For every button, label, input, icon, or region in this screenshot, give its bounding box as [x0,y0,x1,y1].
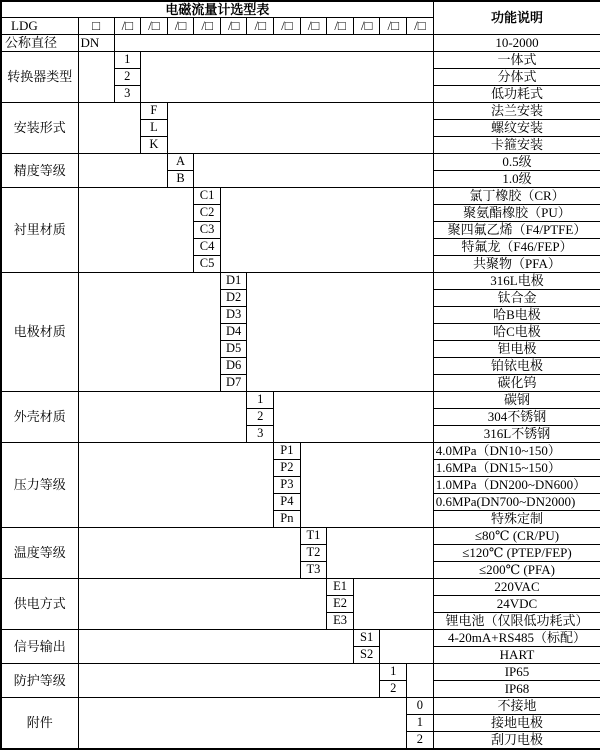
option-code: E1 [327,579,354,596]
empty-cell [247,273,433,392]
category-label-power-supply: 供电方式 [1,579,78,630]
code-slot-placeholder: /□ [220,18,247,35]
option-desc: ≤80℃ (CR/PU) [433,528,600,545]
group-row [1,630,600,647]
option-desc: 刮刀电极 [433,732,600,750]
group-row [1,698,600,715]
group-row [1,273,600,290]
category-label-lining-material: 衬里材质 [1,188,78,273]
option-desc: 1.0级 [433,171,600,188]
empty-cell [78,103,141,154]
option-code: P2 [274,460,301,477]
code-slot-placeholder: /□ [327,18,354,35]
empty-cell [78,273,220,392]
empty-cell [141,52,434,103]
option-code: T1 [300,528,327,545]
option-code: L [141,120,168,137]
category-label-pressure-rating: 压力等级 [1,443,78,528]
option-desc: IP65 [433,664,600,681]
group-row [1,392,600,409]
group-row [1,52,600,69]
option-code: C5 [194,256,221,273]
empty-cell [114,35,433,52]
option-desc: 1.6MPa（DN15~150） [433,460,600,477]
option-code: Pn [274,511,301,528]
option-code: 2 [407,732,434,750]
option-desc: 氯丁橡胶（CR） [433,188,600,205]
option-desc: 特氟龙（F46/FEP） [433,239,600,256]
option-code: T2 [300,545,327,562]
option-code: E3 [327,613,354,630]
option-desc: 1.0MPa（DN200~DN600） [433,477,600,494]
option-desc: 4.0MPa（DN10~150） [433,443,600,460]
empty-cell [380,630,433,664]
empty-cell [78,579,327,630]
model-prefix: LDG [1,18,78,35]
option-code: 1 [407,715,434,732]
code-slot-placeholder: /□ [300,18,327,35]
option-desc: 碳钢 [433,392,600,409]
category-label-dn: 公称直径 [1,35,78,52]
option-code: C1 [194,188,221,205]
option-code: 3 [114,86,141,103]
group-row [1,579,600,596]
empty-cell [78,188,194,273]
option-desc: 锂电池（仅限低功耗式） [433,613,600,630]
category-label-converter-type: 转换器类型 [1,52,78,103]
option-code: F [141,103,168,120]
option-desc: 钽电极 [433,341,600,358]
category-label-temperature-rating: 温度等级 [1,528,78,579]
empty-cell [327,528,433,579]
option-code: 2 [380,681,407,698]
option-code: 3 [247,426,274,443]
empty-cell [167,103,433,154]
group-row [1,528,600,545]
code-slot-placeholder: /□ [380,18,407,35]
option-code: S2 [353,647,380,664]
empty-cell [194,154,433,188]
option-desc: 220VAC [433,579,600,596]
category-label-install-type: 安装形式 [1,103,78,154]
page-title: 电磁流量计选型表 [1,1,433,18]
code-slot-placeholder: /□ [114,18,141,35]
code-slot-placeholder: /□ [407,18,434,35]
option-desc: 0.5级 [433,154,600,171]
option-desc: 接地电极 [433,715,600,732]
empty-cell [353,579,433,630]
code-slot-placeholder: /□ [167,18,194,35]
option-desc: IP68 [433,681,600,698]
option-code: D6 [220,358,247,375]
option-code: E2 [327,596,354,613]
category-label-protection-rating: 防护等级 [1,664,78,698]
empty-cell [78,392,247,443]
option-code: 2 [114,69,141,86]
option-desc: 法兰安装 [433,103,600,120]
option-desc: ≤120℃ (PTEP/FEP) [433,545,600,562]
option-code: D5 [220,341,247,358]
code-slot-placeholder: /□ [247,18,274,35]
option-code: B [167,171,194,188]
empty-cell [78,528,300,579]
category-label-accessories: 附件 [1,698,78,750]
category-label-signal-output: 信号输出 [1,630,78,664]
empty-cell [300,443,433,528]
category-label-electrode-material: 电极材质 [1,273,78,392]
option-code: 0 [407,698,434,715]
option-desc: 聚四氟乙烯（F4/PTFE） [433,222,600,239]
category-label-housing-material: 外壳材质 [1,392,78,443]
dn-row [1,35,600,52]
option-desc: 哈C电极 [433,324,600,341]
option-code: P1 [274,443,301,460]
option-code: T3 [300,562,327,579]
code-slot-placeholder: /□ [274,18,301,35]
option-desc: 不接地 [433,698,600,715]
empty-cell [78,443,274,528]
option-desc: 碳化钨 [433,375,600,392]
option-code: D4 [220,324,247,341]
option-code: D1 [220,273,247,290]
empty-cell [220,188,433,273]
option-desc: ≤200℃ (PFA) [433,562,600,579]
option-code: P3 [274,477,301,494]
empty-cell [274,392,434,443]
group-row [1,188,600,205]
empty-cell [78,154,167,188]
option-code: P4 [274,494,301,511]
option-desc: 一体式 [433,52,600,69]
code-slot-placeholder: /□ [353,18,380,35]
option-code: 1 [114,52,141,69]
option-code: 2 [247,409,274,426]
group-row [1,103,600,120]
option-desc: 铂铱电极 [433,358,600,375]
group-row [1,154,600,171]
option-desc: 4-20mA+RS485（标配） [433,630,600,647]
option-desc: 10-2000 [433,35,600,52]
option-code: C3 [194,222,221,239]
option-desc: 聚氨酯橡胶（PU） [433,205,600,222]
empty-cell [78,52,114,103]
option-desc: 哈B电极 [433,307,600,324]
dn-code: DN [78,35,114,52]
option-desc: 304不锈钢 [433,409,600,426]
option-desc: 低功耗式 [433,86,600,103]
group-row [1,664,600,681]
option-desc: 钛合金 [433,290,600,307]
code-box-placeholder: □ [78,18,114,35]
option-code: 1 [380,664,407,681]
option-code: S1 [353,630,380,647]
empty-cell [407,664,434,698]
option-code: K [141,137,168,154]
option-code: D3 [220,307,247,324]
option-desc: HART [433,647,600,664]
option-desc: 24VDC [433,596,600,613]
empty-cell [78,664,380,698]
option-desc: 共聚物（PFA） [433,256,600,273]
option-code: D7 [220,375,247,392]
option-desc: 特殊定制 [433,511,600,528]
option-desc: 0.6MPa(DN700~DN2000) [433,494,600,511]
option-desc: 316L不锈钢 [433,426,600,443]
option-desc: 316L电极 [433,273,600,290]
function-column-header: 功能说明 [433,1,600,35]
option-code: 1 [247,392,274,409]
option-code: D2 [220,290,247,307]
option-code: C2 [194,205,221,222]
empty-cell [78,698,407,750]
title-row [1,1,600,18]
empty-cell [78,630,353,664]
option-desc: 螺纹安装 [433,120,600,137]
option-code: A [167,154,194,171]
code-slot-placeholder: /□ [194,18,221,35]
option-code: C4 [194,239,221,256]
category-label-accuracy: 精度等级 [1,154,78,188]
option-desc: 卡箍安装 [433,137,600,154]
code-slot-placeholder: /□ [141,18,168,35]
group-row [1,443,600,460]
option-desc: 分体式 [433,69,600,86]
